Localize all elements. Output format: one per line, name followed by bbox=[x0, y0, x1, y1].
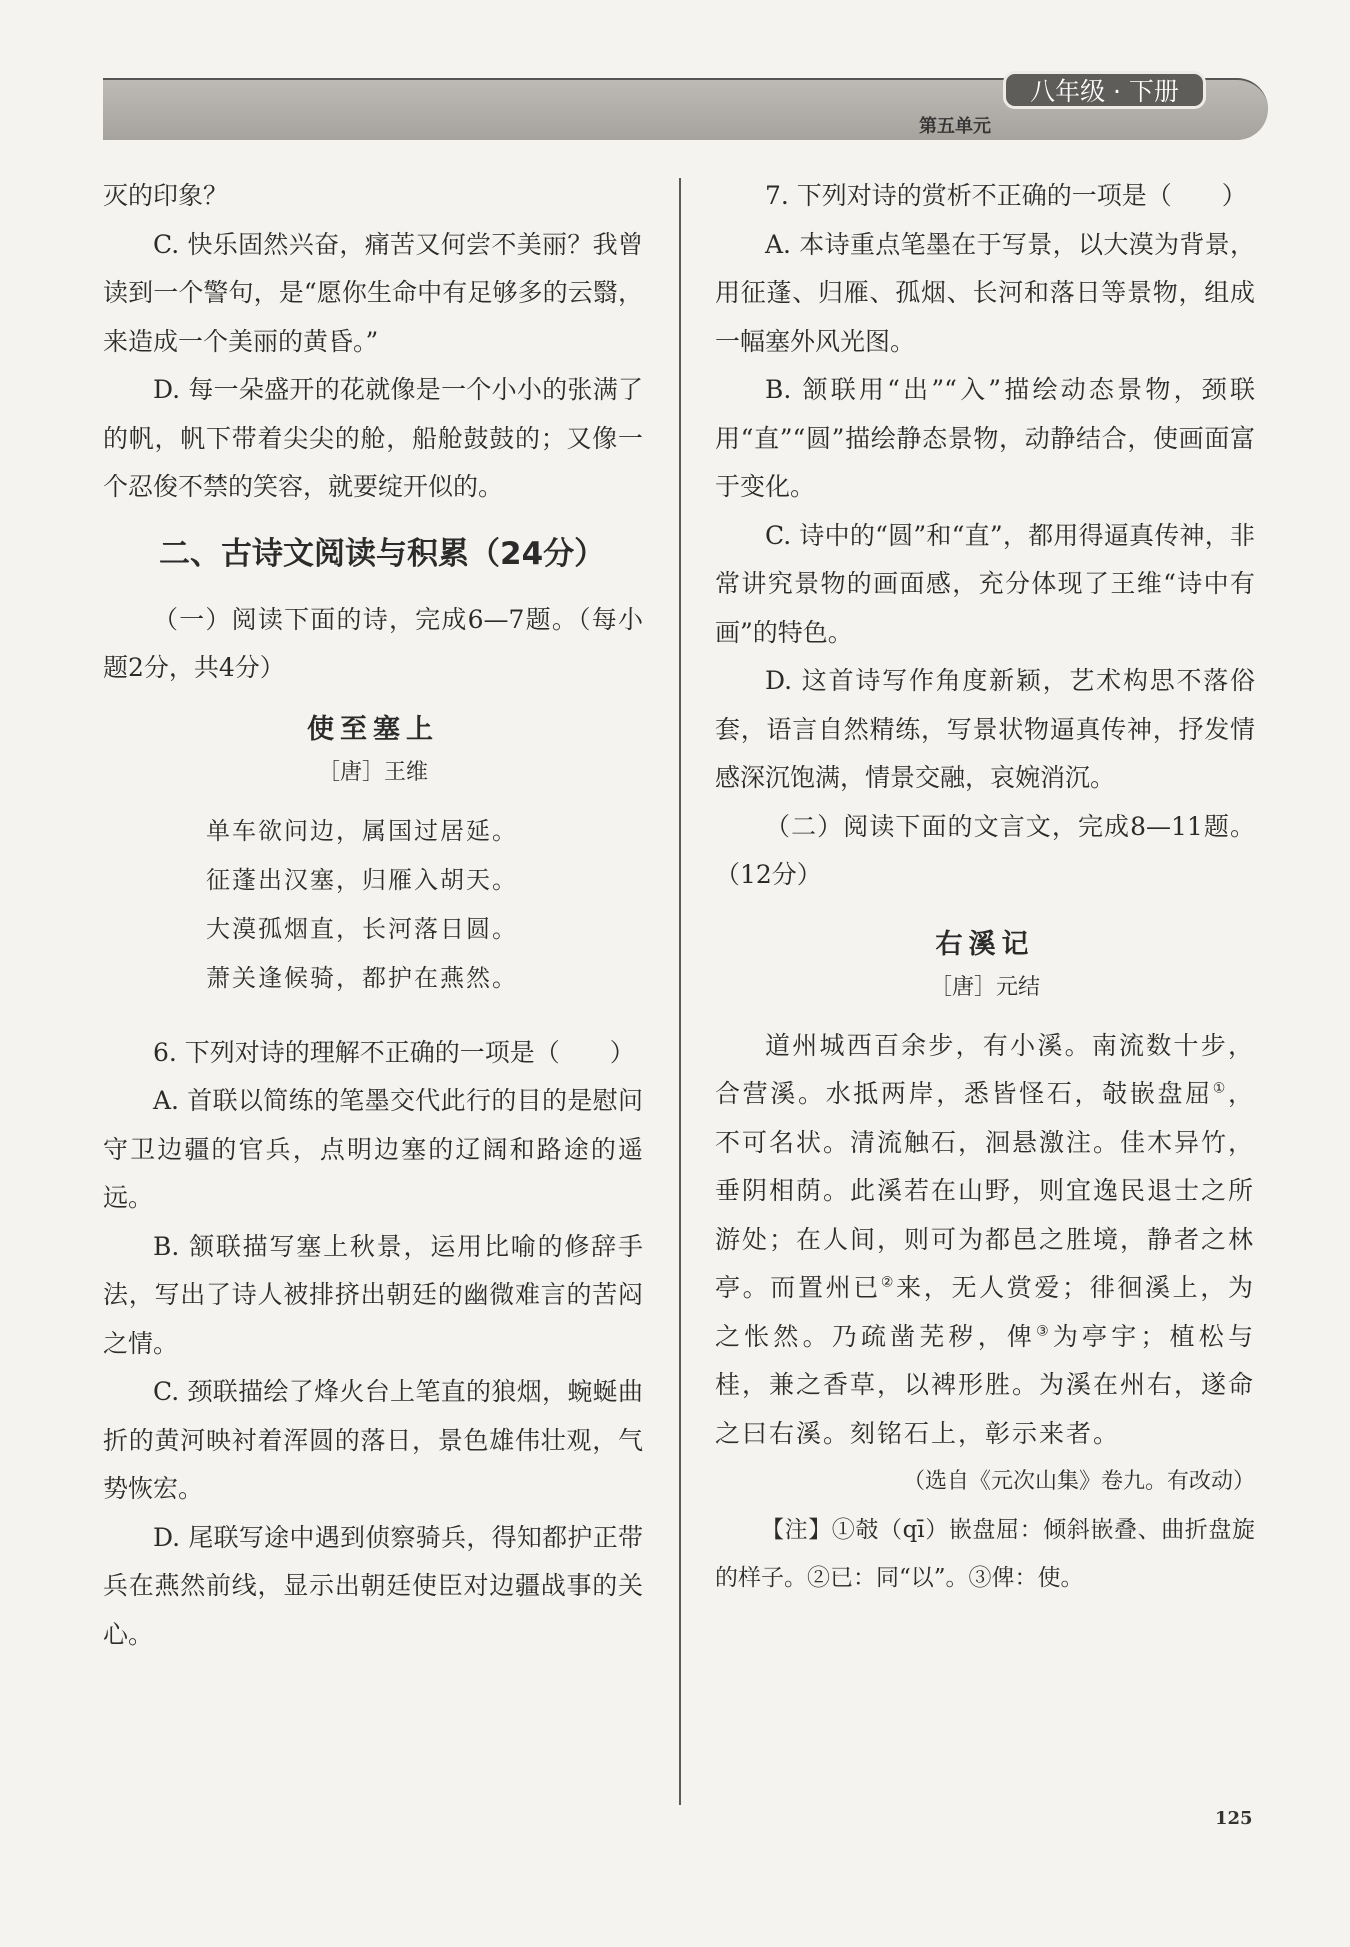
grade-tab: 八年级 · 下册 bbox=[1003, 71, 1206, 109]
prev-option-c: C. 快乐固然兴奋，痛苦又何尝不美丽？我曾读到一个警句，是“愿你生命中有足够多的云翳，来造成一个美丽的黄昏。” bbox=[103, 229, 643, 356]
essay-source: （选自《元次山集》卷九。有改动） bbox=[902, 1469, 1255, 1494]
essay-author: ［唐］元结 bbox=[929, 974, 1040, 1000]
question-7-option-c: C. 诗中的“圆”和“直”，都用得逼真传神，非常讲究景物的画面感，充分体现了王维“诗中有画”的特色。 bbox=[715, 520, 1255, 647]
question-7-option-b: B. 颔联用“出”“入”描绘动态景物，颈联用“直”“圆”描绘静态景物，动静结合，使画面富于变化。 bbox=[715, 375, 1255, 501]
section-title: 二、古诗文阅读与积累（24分） bbox=[159, 535, 606, 572]
poem-line: 单车欲问边，属国过居延。 bbox=[206, 816, 518, 845]
question-6-stem: 6. 下列对诗的理解不正确的一项是（ ） bbox=[153, 1037, 635, 1067]
essay-notes: 【注】①攲（qī）嵌盘屈：倾斜嵌叠、曲折盘旋的样子。②已：同“以”。③俾：使。 bbox=[715, 1517, 1255, 1591]
right-column bbox=[715, 172, 1255, 1602]
essay-body: 道州城西百余步，有小溪。南流数十步，合营溪。水抵两岸，悉皆怪石，攲嵌盘屈①，不可名状。清流触石，洄悬激注。佳木异竹，垂阴相荫。此溪若在山野，则宜逸民退士之所游处；在人间，则可为都邑之胜境，静者之林亭。而置州已②来，无人赏爱；徘徊溪上，为之怅然。乃疏凿芜秽，俾③为亭宇；植松与桂，兼之香草，以裨形胜。为溪在州右，遂命之曰右溪。刻铭石上，彰示来者。 bbox=[715, 1030, 1256, 1448]
part1-intro: （一）阅读下面的诗，完成6—7题。（每小题2分，共4分） bbox=[103, 604, 643, 682]
question-7-option-d: D. 这首诗写作角度新颖，艺术构思不落俗套，语言自然精练，写景状物逼真传神，抒发情感深沉饱满，情景交融，哀婉消沉。 bbox=[715, 666, 1255, 792]
footnote-mark: ③ bbox=[1036, 1323, 1053, 1340]
question-6-option-b: B. 颔联描写塞上秋景，运用比喻的修辞手法，写出了诗人被排挤出朝廷的幽微难言的苦闷之情。 bbox=[103, 1231, 643, 1358]
poem-line: 大漠孤烟直，长河落日圆。 bbox=[206, 914, 518, 943]
poem-author: ［唐］王维 bbox=[317, 759, 428, 785]
continued-line: 灭的印象？ bbox=[103, 181, 229, 210]
page-number: 125 bbox=[1215, 1808, 1253, 1829]
footnote-mark: ① bbox=[1212, 1080, 1228, 1097]
part2-intro: （二）阅读下面的文言文，完成8—11题。（12分） bbox=[715, 811, 1255, 889]
question-7-option-a: A. 本诗重点笔墨在于写景，以大漠为背景，用征蓬、归雁、孤烟、长河和落日等景物，组成一幅塞外风光图。 bbox=[715, 229, 1255, 356]
prev-option-d: D. 每一朵盛开的花就像是一个小小的张满了的帆，帆下带着尖尖的舱，船舱鼓鼓的；又像一个忍俊不禁的笑容，就要绽开似的。 bbox=[103, 375, 643, 501]
essay-title: 右溪记 bbox=[935, 928, 1035, 960]
column-divider bbox=[679, 178, 681, 1805]
poem-line: 征蓬出汉塞，归雁入胡天。 bbox=[206, 865, 518, 894]
left-column bbox=[103, 172, 643, 1659]
question-6-option-d: D. 尾联写途中遇到侦察骑兵，得知都护正带兵在燕然前线，显示出朝廷使臣对边疆战事的关心。 bbox=[103, 1522, 643, 1649]
footnote-mark: ② bbox=[880, 1274, 897, 1291]
unit-label: 第五单元 bbox=[919, 116, 991, 137]
question-6-option-c: C. 颈联描绘了烽火台上笔直的狼烟，蜿蜒曲折的黄河映衬着浑圆的落日，景色雄伟壮观，气势恢宏。 bbox=[103, 1377, 643, 1503]
poem-title: 使至塞上 bbox=[307, 713, 439, 745]
question-6-option-a: A. 首联以简练的笔墨交代此行的目的是慰问守卫边疆的官兵，点明边塞的辽阔和路途的遥远。 bbox=[103, 1086, 643, 1212]
poem-line: 萧关逢候骑，都护在燕然。 bbox=[206, 963, 518, 992]
question-7-stem: 7. 下列对诗的赏析不正确的一项是（ ） bbox=[765, 181, 1247, 210]
